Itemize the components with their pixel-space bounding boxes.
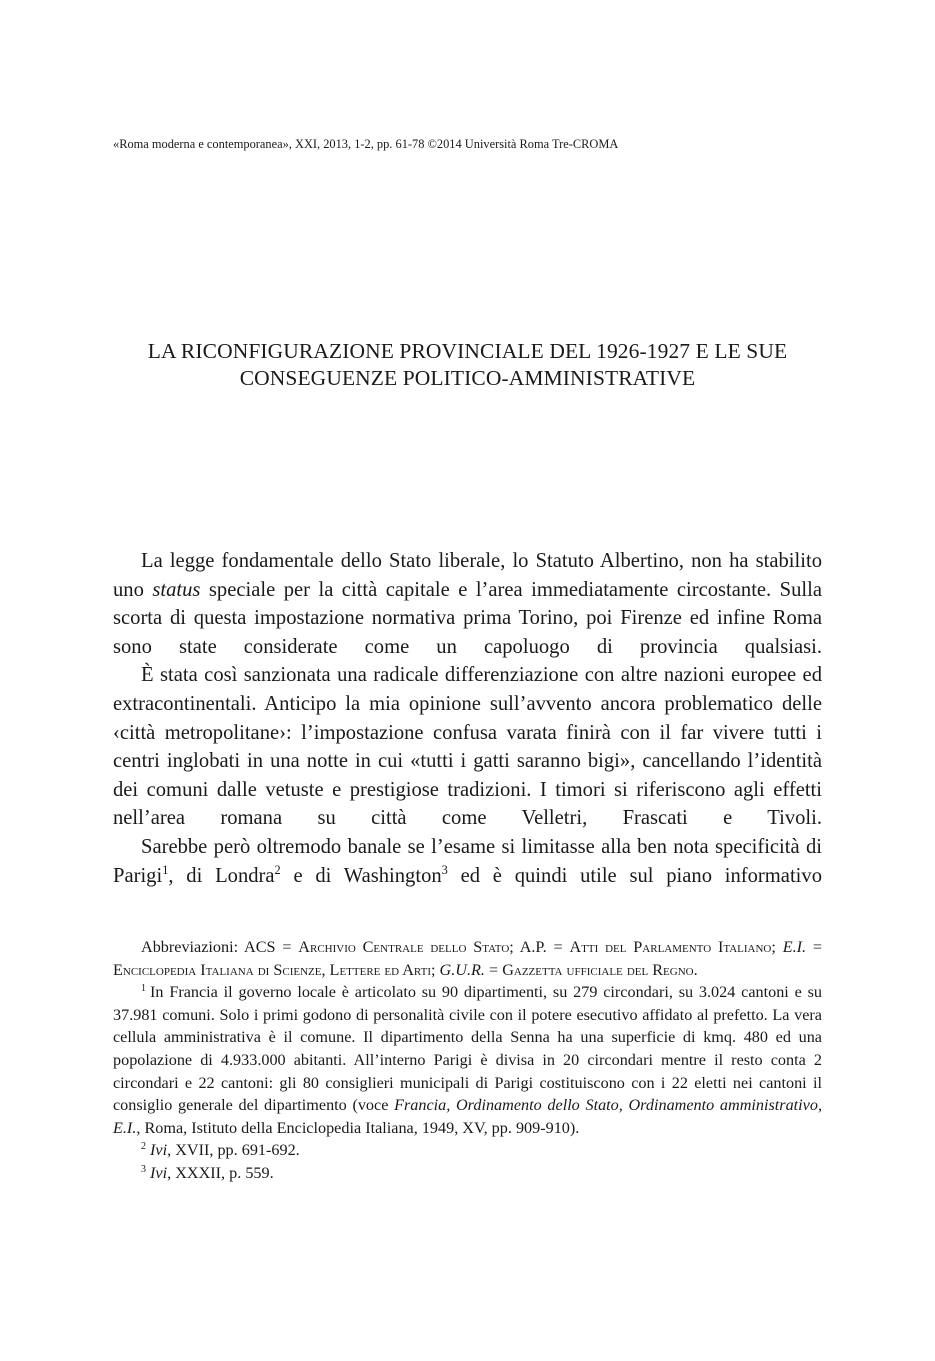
abbreviations-note [113,936,822,981]
abbr-sep-2: ; [771,938,783,956]
article-body [113,547,822,890]
article-title-line-2: CONSEGUENZE POLITICO-AMMINISTRATIVE [239,366,696,390]
abbr-ei-key: E.I. [782,938,807,956]
abbr-end: . [693,960,698,979]
footnote-1-text-b: , Roma, Istituto della Enciclopedia Italiana, 1949, XV, pp. 909-910). [136,1118,580,1137]
body-paragraph-3-text-c: e di Washington [280,864,442,887]
footnote-ref-3[interactable]: 3 [441,862,448,877]
footnote-2-text: , XVII, pp. 691-692. [167,1141,300,1160]
footnote-2-number: 2 [141,1140,147,1152]
abbr-sep-1: ; A.P. = [509,938,570,956]
footnote-1-text-a: In Francia il governo locale è articolato su 90 dipartimenti, su 279 circondari, su 3.024 cantoni e su 37.981 comuni. Solo i primi godono di personalità civile con il potere esecutivo affidato al prefetto. La vera cellula amministrativa è il comune. Il dipartimento della Senna ha una superficie di kmq. 480 ed una popolazione di 4.933.000 abitanti. All’interno Parigi è divisa in 20 circondari mentre il resto conta 2 circondari e 22 cantoni: gli 80 consiglieri municipali di Parigi costituiscono con i 22 eletti nei cantoni il consiglio generale del dipartimento (voce [113,983,822,1115]
body-paragraph-2: È stata così sanzionata una radicale differenziazione con altre nazioni europee ed extracontinentali. Anticipo la mia opinione sull’avvento ancora problematico delle ‹città metropolitane›: l’impostazione confusa varata finirà con il far vivere tutti i centri inglobati in una notte in cui «tutti i gatti saranno bigi», cancellando l’identità dei comuni dalle vetuste e prestigiose tradizioni. I timori si riferiscono agli effetti nell’area romana su città come Velletri, Frascati e Tivoli. [113,664,822,830]
body-paragraph-3-text-d: ed è quindi utile sul piano informativo [447,864,822,887]
body-paragraph-1-text-b: speciale per la città capitale e l’area immediatamente circostante. Sulla scorta di questa impostazione normativa prima Torino, poi Firenze ed infine Roma sono state considerate come un capoluogo di provincia qualsiasi. [113,578,823,658]
footnote-1 [113,981,822,1139]
footnote-3-number: 3 [141,1163,147,1175]
abbr-gur-key: G.U.R. [439,960,485,979]
footnote-2-italic: Ivi [150,1141,168,1160]
body-paragraph-3-text-a: Sarebbe però oltremodo banale se l’esame si limitasse alla ben nota specificità di Parigi [113,835,822,887]
abbr-sep-5: = [484,960,503,979]
body-paragraph-3 [113,833,822,890]
journal-citation-header: «Roma moderna e contemporanea», XXI, 2013, 1-2, pp. 61-78 ©2014 Università Roma Tre-CROMA [113,137,619,151]
body-paragraph-3-text-b: , di Londra [168,864,275,887]
abbr-sep-3: = [806,938,823,956]
abbr-label: Abbreviazioni: ACS = [141,938,299,956]
footnote-3 [113,1162,822,1185]
footnotes-section [113,936,822,1185]
body-paragraph-1-italic: status [152,578,201,601]
footnote-1-number: 1 [141,982,147,994]
abbr-acs: Archivio Centrale dello Stato [298,938,510,956]
footnote-ref-2[interactable]: 2 [274,862,281,877]
footnote-2 [113,1139,822,1162]
body-paragraph-1-text-a: La legge fondamentale dello Stato liberale, lo Statuto Albertino, non ha stabilito uno [113,550,822,601]
abbr-sep-4: ; [431,960,440,979]
footnote-ref-1[interactable]: 1 [162,862,169,877]
abbr-gur: Gazzetta ufficiale del Regno [502,960,694,979]
body-paragraph-1 [113,547,822,661]
footnote-3-text: , XXXII, p. 559. [167,1163,274,1182]
abbr-ap: Atti del Parlamento Italiano [569,938,772,956]
article-title-line-1: LA RICONFIGURAZIONE PROVINCIALE DEL 1926-1927 E LE SUE [147,339,788,363]
footnote-1-italic: Francia, Ordinamento dello Stato, Ordinamento amministrativo, E.I. [113,1096,822,1137]
abbr-ei: Enciclopedia Italiana di Scienze, Lettere ed Arti [113,960,431,979]
article-title [100,338,835,392]
footnote-3-italic: Ivi [150,1163,168,1182]
